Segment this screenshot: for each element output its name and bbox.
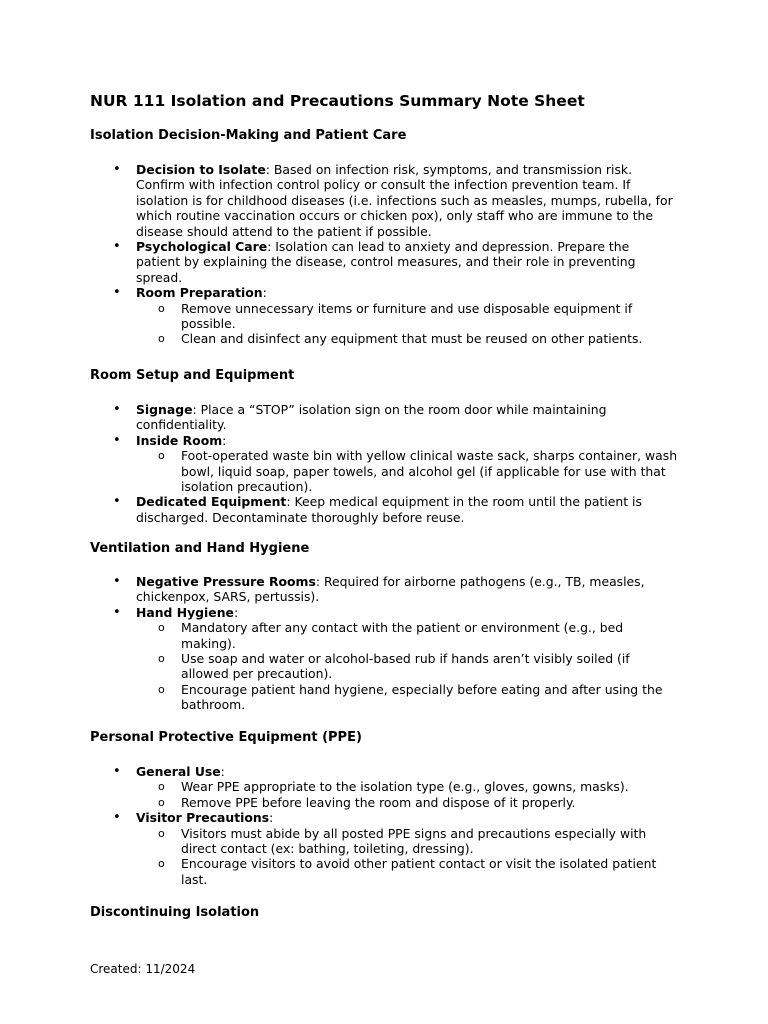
- item-label: Negative Pressure Rooms: [136, 574, 316, 589]
- sub-list-item: o Remove PPE before leaving the room and dispose of it properly.: [136, 795, 678, 810]
- sub-list-item: o Mandatory after any contact with the patient or environment (e.g., bed making).: [136, 620, 678, 651]
- item-text: :: [220, 764, 225, 779]
- item-text: : Isolation can lead to anxiety and depression. Prepare the patient by explaining the disease, control measures, and their role in preventing spread.: [136, 239, 636, 285]
- sub-list-item: o Use soap and water or alcohol-based rub if hands aren’t visibly soiled (if allowed per precaution).: [136, 651, 678, 682]
- created-date-footer: Created: 11/2024: [90, 962, 196, 976]
- sub-list-item: o Clean and disinfect any equipment that must be reused on other patients.: [136, 331, 678, 346]
- item-text: :: [269, 810, 274, 826]
- item-label: Visitor Precautions: [136, 810, 270, 826]
- bullet-list: [0, 162, 676, 347]
- item-text: :: [222, 432, 227, 448]
- list-item: [0, 810, 676, 887]
- item-label: Signage: [136, 402, 193, 417]
- list-item: [0, 162, 676, 239]
- sub-list: [136, 779, 676, 810]
- item-text: : Based on infection risk, symptoms, and transmission risk. Confirm with infection control policy or consult the infection prevention team. If isolation is for childhood diseases (i.e. infections such as measles, mumps, rubella, for which routine vaccination occurs or chicken pox), only staff who are immune to the disease should attend to the patient if possible.: [136, 162, 673, 239]
- item-text: : Keep medical equipment in the room until the patient is discharged. Decontaminate thoroughly before reuse.: [136, 494, 642, 525]
- list-item: [0, 402, 676, 433]
- section-heading: Room Setup and Equipment: [90, 368, 295, 383]
- list-item: [0, 239, 676, 285]
- list-item: [0, 764, 676, 810]
- list-item: [0, 494, 676, 525]
- list-item: [0, 433, 676, 495]
- item-label: Inside Room: [136, 432, 223, 448]
- item-label: General Use: [136, 764, 221, 779]
- item-label: Dedicated Equipment: [136, 494, 287, 510]
- section-heading: Personal Protective Equipment (PPE): [90, 730, 362, 745]
- item-label: Decision to Isolate: [136, 162, 266, 177]
- sub-list-item: o Wear PPE appropriate to the isolation type (e.g., gloves, gowns, masks).: [136, 779, 678, 794]
- bullet-list: [0, 402, 676, 525]
- sub-list-item: o Encourage patient hand hygiene, especially before eating and after using the bathroom.: [136, 682, 678, 713]
- bullet-list: [0, 574, 676, 713]
- sub-list-item: o Encourage visitors to avoid other patient contact or visit the isolated patient last.: [136, 856, 678, 887]
- sub-list-item: o Visitors must abide by all posted PPE signs and precautions especially with direct contact (ex: bathing, toileting, dressing).: [136, 826, 678, 857]
- section-heading: Discontinuing Isolation: [90, 905, 260, 920]
- sub-list: [136, 448, 676, 494]
- item-text: :: [233, 604, 239, 620]
- section-heading: Ventilation and Hand Hygiene: [90, 541, 310, 556]
- sub-list-item: o Foot-operated waste bin with yellow clinical waste sack, sharps container, wash bowl, liquid soap, paper towels, and alcohol gel (if applicable for use with that isolation precaution).: [136, 448, 678, 494]
- sub-list: [136, 826, 676, 888]
- page-title: NUR 111 Isolation and Precautions Summary Note Sheet: [90, 92, 585, 110]
- bullet-list: [0, 764, 676, 887]
- list-item: [0, 574, 676, 605]
- sub-list: [136, 301, 676, 347]
- sub-list: [136, 620, 676, 712]
- item-label: Hand Hygiene: [136, 604, 234, 620]
- item-label: Room Preparation: [136, 285, 263, 301]
- list-item: [0, 285, 676, 347]
- item-label: Psychological Care: [136, 239, 268, 255]
- section-heading: Isolation Decision-Making and Patient Care: [90, 128, 407, 143]
- item-text: : Required for airborne pathogens (e.g., TB, measles, chickenpox, SARS, pertussis).: [136, 574, 645, 605]
- item-text: :: [262, 285, 267, 301]
- item-text: : Place a “STOP” isolation sign on the room door while maintaining confidentiality.: [136, 402, 607, 433]
- sub-list-item: o Remove unnecessary items or furniture and use disposable equipment if possible.: [136, 301, 678, 332]
- list-item: [0, 605, 676, 713]
